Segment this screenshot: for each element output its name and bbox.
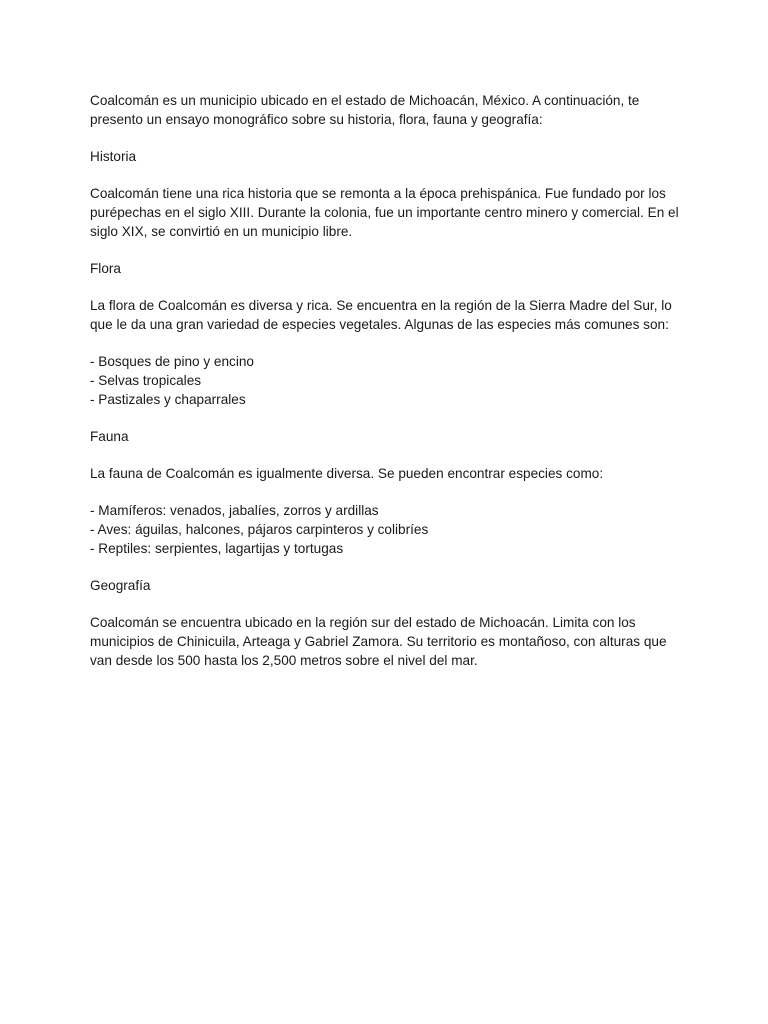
- fauna-list-item: - Aves: águilas, halcones, pájaros carpinteros y colibríes: [90, 522, 429, 537]
- fauna-list-item: - Reptiles: serpientes, lagartijas y tortugas: [90, 541, 344, 556]
- flora-heading: Flora: [90, 261, 121, 276]
- intro-paragraph: Coalcomán es un municipio ubicado en el estado de Michoacán, México. A continuación, te presento un ensayo monográfico sobre su historia, flora, fauna y geografía:: [90, 93, 640, 127]
- geografia-heading: Geografía: [90, 578, 151, 593]
- flora-list-item: - Bosques de pino y encino: [90, 354, 254, 369]
- fauna-list: [90, 501, 690, 558]
- document-page: [90, 91, 690, 688]
- fauna-paragraph: La fauna de Coalcomán es igualmente diversa. Se pueden encontrar especies como:: [90, 466, 604, 481]
- flora-list: [90, 352, 690, 409]
- flora-list-item: - Pastizales y chaparrales: [90, 392, 246, 407]
- historia-heading: Historia: [90, 149, 137, 164]
- fauna-list-item: - Mamíferos: venados, jabalíes, zorros y ardillas: [90, 503, 379, 518]
- fauna-heading: Fauna: [90, 429, 129, 444]
- historia-paragraph: Coalcomán tiene una rica historia que se remonta a la época prehispánica. Fue fundado por los purépechas en el siglo XIII. Durante la colonia, fue un importante centro minero y comercial. En el siglo XIX, se convirtió en un municipio libre.: [90, 186, 679, 239]
- flora-paragraph: La flora de Coalcomán es diversa y rica. Se encuentra en la región de la Sierra Madre del Sur, lo que le da una gran variedad de especies vegetales. Algunas de las especies más comunes son:: [90, 298, 672, 332]
- flora-list-item: - Selvas tropicales: [90, 373, 202, 388]
- geografia-paragraph: Coalcomán se encuentra ubicado en la región sur del estado de Michoacán. Limita con los municipios de Chinicuila, Arteaga y Gabriel Zamora. Su territorio es montañoso, con alturas que van desde los 500 hasta los 2,500 metros sobre el nivel del mar.: [90, 615, 667, 668]
